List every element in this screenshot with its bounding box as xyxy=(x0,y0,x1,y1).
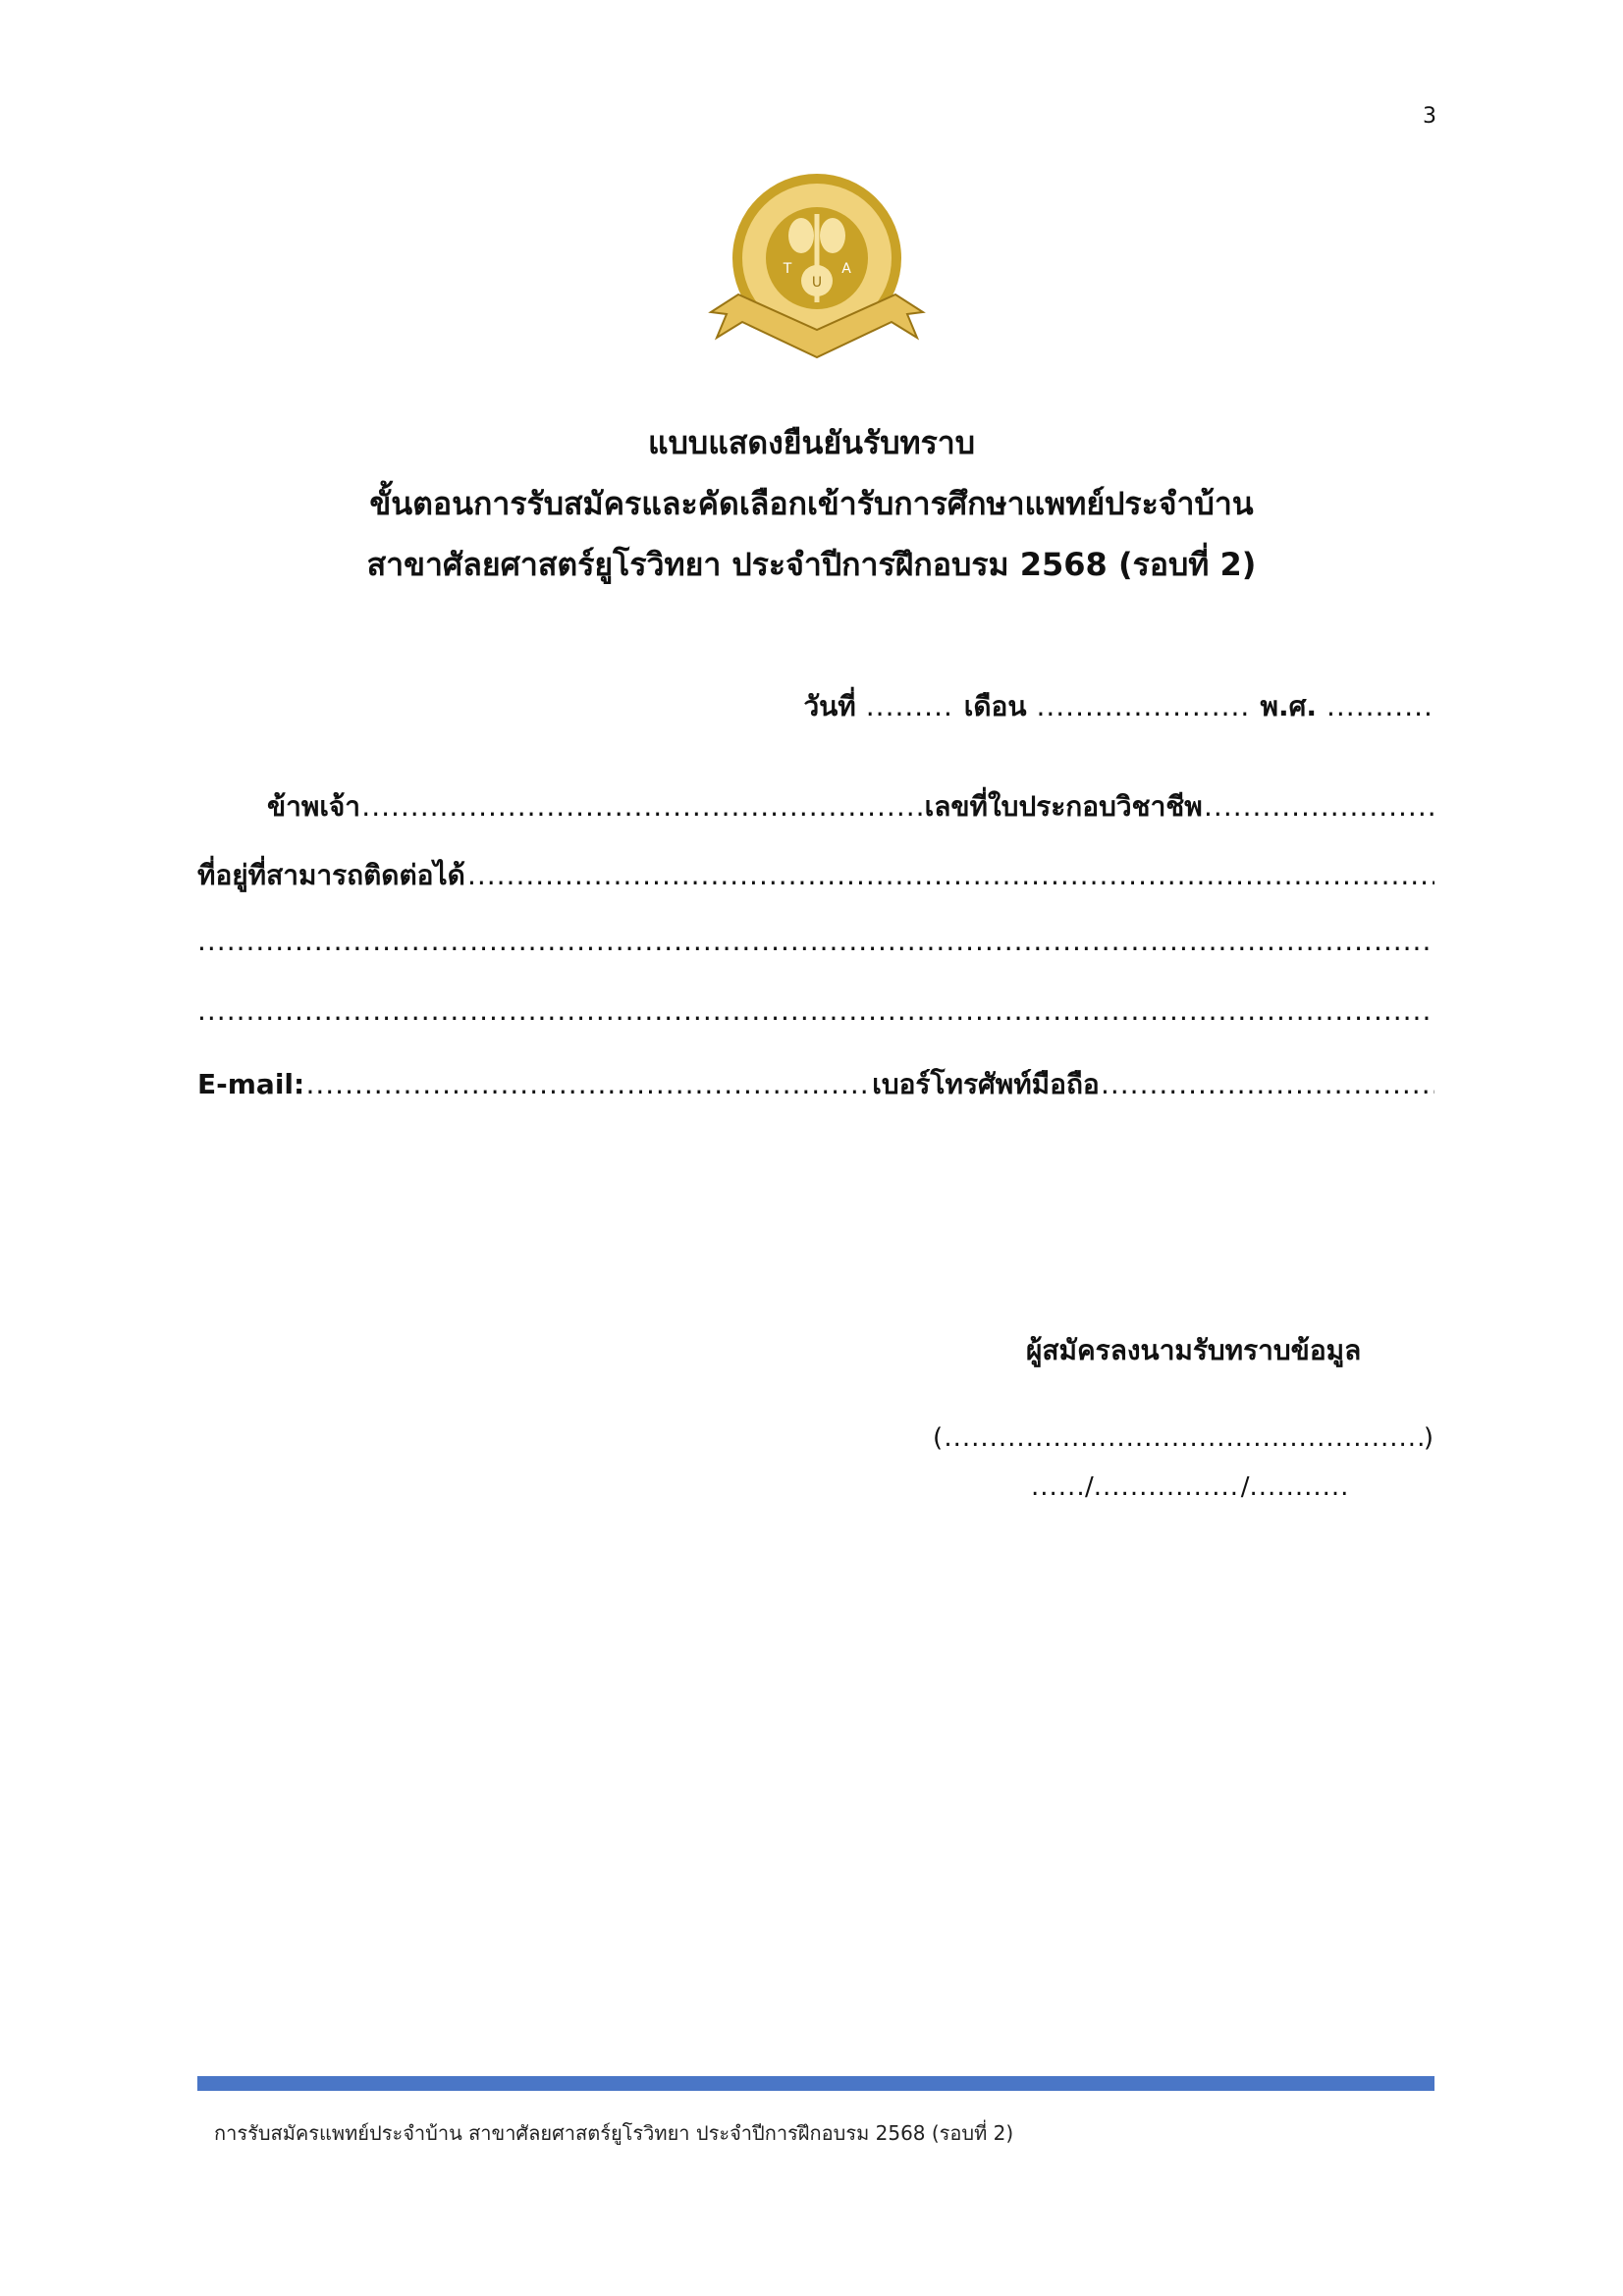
title-line-2: ขั้นตอนการรับสมัครและคัดเลือกเข้ารับการศึกษาแพทย์ประจำบ้าน xyxy=(369,485,1254,522)
date-separator-1: / xyxy=(1085,1472,1094,1502)
year-label: พ.ศ. xyxy=(1260,690,1317,722)
signature-name-field[interactable] xyxy=(944,1423,1422,1453)
license-field[interactable] xyxy=(1204,790,1434,823)
signature-label: ผู้สมัครลงนามรับทราบข้อมูล xyxy=(1026,1334,1362,1366)
email-field[interactable] xyxy=(305,1068,871,1100)
logo-kidney-right xyxy=(820,218,845,253)
address-field-3[interactable] xyxy=(197,994,1434,1027)
month-field[interactable] xyxy=(1036,690,1250,722)
address-field-2[interactable] xyxy=(197,925,1434,957)
day-field[interactable] xyxy=(866,690,954,722)
logo-letter-a: A xyxy=(841,261,851,277)
open-paren: ( xyxy=(933,1423,944,1453)
signature-name-line xyxy=(933,1423,1434,1453)
signature-date-line xyxy=(1031,1472,1348,1502)
close-paren: ) xyxy=(1423,1423,1434,1453)
contact-row xyxy=(197,1063,1434,1106)
phone-label: เบอร์โทรศัพท์มือถือ xyxy=(872,1068,1100,1100)
name-label: ข้าพเจ้า xyxy=(267,790,361,823)
signature-day-field[interactable] xyxy=(1031,1472,1085,1502)
address-field[interactable] xyxy=(467,859,1434,891)
phone-field[interactable] xyxy=(1101,1068,1434,1100)
name-field[interactable] xyxy=(361,790,923,823)
signature-year-field[interactable] xyxy=(1250,1472,1348,1502)
address-line-3 xyxy=(197,994,1434,1027)
logo-letter-t: T xyxy=(783,261,792,277)
document-title xyxy=(0,412,1623,595)
address-row xyxy=(197,854,1434,897)
tua-logo xyxy=(699,165,935,366)
footer-text: การรับสมัครแพทย์ประจำบ้าน สาขาศัลยศาสตร์ยูโรวิทยา ประจำปีการฝึกอบรม 2568 (รอบที่ 2) xyxy=(214,2121,1014,2145)
date-separator-2: / xyxy=(1240,1472,1250,1502)
page-number: 3 xyxy=(1423,104,1436,129)
license-label: เลขที่ใบประกอบวิชาชีพ xyxy=(924,790,1203,823)
email-label: E-mail: xyxy=(197,1068,305,1100)
footer-bar xyxy=(197,2076,1434,2091)
day-label: วันที่ xyxy=(803,690,856,722)
year-field[interactable] xyxy=(1326,690,1434,722)
date-row xyxy=(197,685,1434,728)
title-line-1: แบบแสดงยืนยันรับทราบ xyxy=(647,424,976,461)
signature-month-field[interactable] xyxy=(1094,1472,1241,1502)
address-line-2 xyxy=(197,925,1434,957)
title-line-3: สาขาศัลยศาสตร์ยูโรวิทยา ประจำปีการฝึกอบรม 2568 (รอบที่ 2) xyxy=(366,546,1257,583)
month-label: เดือน xyxy=(963,690,1027,722)
name-row xyxy=(197,785,1434,828)
logo-kidney-left xyxy=(788,218,814,253)
address-label: ที่อยู่ที่สามารถติดต่อได้ xyxy=(197,859,465,891)
logo-letter-u: U xyxy=(811,275,823,291)
